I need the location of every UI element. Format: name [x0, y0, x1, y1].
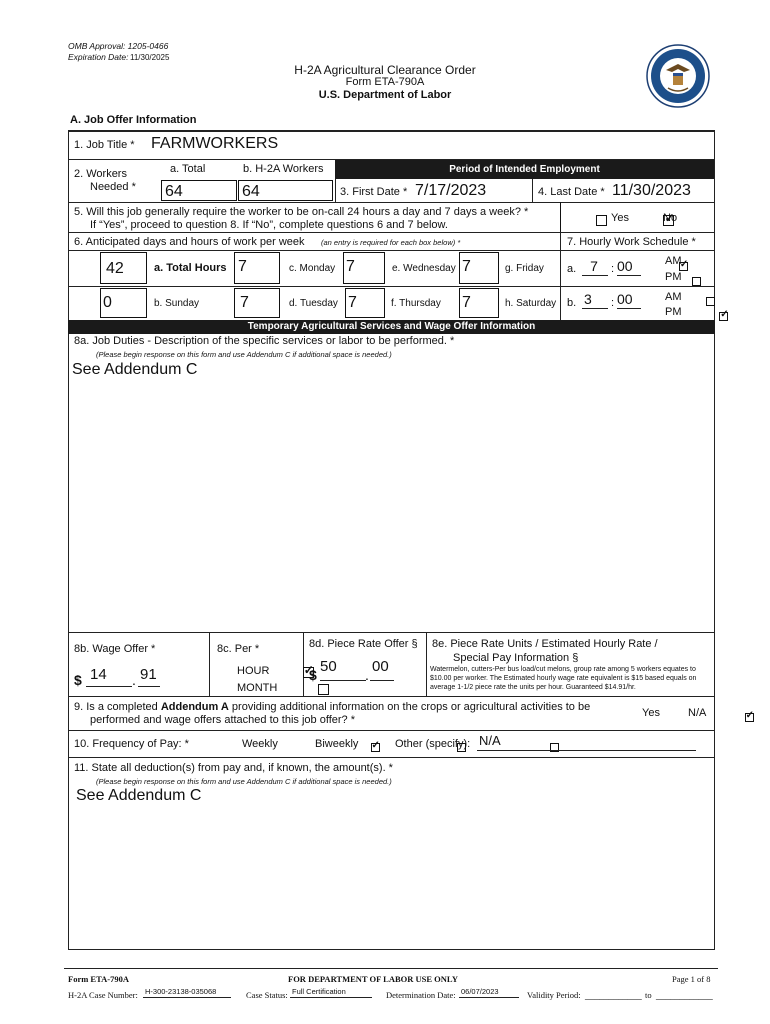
sunday-hours-field[interactable]: 7 [240, 294, 249, 311]
workers-needed-label-1: 2. Workers [74, 168, 127, 180]
monday-field[interactable]: 7 [346, 258, 355, 275]
schedule-a-label: a. [567, 263, 577, 275]
last-date-field[interactable]: 11/30/2023 [612, 182, 691, 199]
per-label: 8c. Per * [217, 643, 260, 655]
validity-to: to [645, 990, 652, 1000]
q8e-text-3[interactable]: average 1-1/2 piece rate the units per hour. Guaranteed $14.91/hr. [430, 684, 636, 691]
wage-dollars-field[interactable]: 14 [90, 666, 107, 683]
case-number-value: H-300-23138-035068 [145, 987, 217, 996]
footer-form: Form ETA-790A [68, 974, 129, 984]
schedule-b-pm-label: PM [665, 306, 682, 318]
monday-label: c. Monday [289, 263, 336, 274]
case-number-label: H-2A Case Number: [68, 990, 138, 1000]
q5-no-label: No [663, 212, 678, 224]
thursday-label: f. Thursday [391, 298, 441, 309]
workers-needed-label-2: Needed * [90, 181, 136, 193]
q5-yes-checkbox[interactable] [596, 215, 607, 226]
schedule-a-pm-label: PM [665, 271, 682, 283]
q8e-label-1: 8e. Piece Rate Units / Estimated Hourly Rate / [432, 638, 658, 650]
sunday-field[interactable]: 0 [103, 294, 112, 311]
tuesday-field[interactable]: 7 [348, 294, 357, 311]
piece-cents-field[interactable]: 00 [372, 658, 389, 675]
form-number: Form ETA-790A [345, 76, 425, 88]
schedule-a-am-label: AM [665, 255, 682, 267]
schedule-b-pm-checkbox[interactable] [719, 312, 728, 321]
expiration-value: 11/30/2025 [130, 53, 170, 62]
friday-label: g. Friday [505, 263, 544, 274]
omb-approval: OMB Approval: 1205-0466 [68, 41, 169, 51]
q9-line1: 9. Is a completed Addendum A providing additional information on the crops or agricultural activities to be [74, 701, 591, 713]
total-workers-label: a. Total [170, 163, 206, 175]
q7-label: 7. Hourly Work Schedule * [567, 236, 696, 248]
per-hour-label: HOUR [237, 665, 270, 677]
schedule-b-minute[interactable]: 00 [617, 291, 633, 307]
wednesday-label: e. Wednesday [392, 263, 456, 274]
other-label: Other (specify): [395, 738, 471, 750]
section-a-title: A. Job Offer Information [70, 114, 197, 126]
last-date-label: 4. Last Date * [538, 186, 605, 198]
total-hours-label: a. Total Hours [154, 262, 227, 274]
total-hours-field[interactable]: 42 [106, 260, 124, 277]
schedule-b-am-checkbox[interactable] [706, 297, 715, 306]
department-name: U.S. Department of Labor [318, 89, 452, 101]
q9-yes-label: Yes [642, 707, 660, 719]
h2a-workers-label: b. H-2A Workers [243, 163, 324, 175]
sunday-label: b. Sunday [154, 298, 200, 309]
q6-note: (an entry is required for each box below) * [321, 238, 461, 247]
weekly-label: Weekly [242, 738, 278, 750]
per-month-checkbox[interactable] [318, 684, 329, 695]
biweekly-label: Biweekly [315, 738, 359, 750]
footer-page: Page 1 of 8 [672, 974, 711, 984]
total-workers-field[interactable]: 64 [161, 180, 237, 201]
schedule-b-hour[interactable]: 3 [584, 291, 592, 307]
q9-yes-checkbox[interactable] [745, 713, 754, 722]
q6-label: 6. Anticipated days and hours of work per week [74, 236, 305, 248]
validity-end: ____________ [656, 990, 713, 1000]
schedule-a-pm-checkbox[interactable] [692, 277, 701, 286]
q8e-label-2: Special Pay Information § [453, 652, 579, 664]
schedule-a-hour[interactable]: 7 [590, 258, 598, 274]
determination-label: Determination Date: [386, 990, 456, 1000]
form-title: H-2A Agricultural Clearance Order [294, 63, 476, 77]
case-status-value: Full Certification [292, 987, 346, 996]
piece-dollar-sign: $ [309, 667, 317, 683]
weekly-checkbox[interactable] [371, 743, 380, 752]
h2a-workers-field[interactable]: 64 [238, 180, 333, 201]
period-header: Period of Intended Employment [335, 160, 714, 179]
q5-line2: If “Yes”, proceed to question 8. If “No”, complete questions 6 and 7 below. [90, 219, 448, 231]
schedule-b-am-label: AM [665, 291, 682, 303]
wage-dollar-sign: $ [74, 672, 82, 688]
q8a-label: 8a. Job Duties - Description of the specific services or labor to be performed. * [74, 335, 455, 347]
validity-label: Validity Period: [527, 990, 581, 1000]
per-month-label: MONTH [237, 682, 278, 694]
q8e-text-2[interactable]: $10.00 per worker. The Estimated hourly wage rate equivalent is $15 based equals on [430, 675, 697, 682]
saturday-label: h. Saturday [505, 298, 557, 309]
job-title-label: 1. Job Title * [74, 139, 135, 151]
first-date-label: 3. First Date * [340, 186, 408, 198]
q5-yes-label: Yes [611, 212, 629, 224]
wage-offer-label: 8b. Wage Offer * [74, 643, 156, 655]
tuesday-label: d. Tuesday [289, 298, 338, 309]
q8a-note: (Please begin response on this form and use Addendum C if additional space is needed.) [96, 350, 392, 359]
q9-line2: performed and wage offers attached to this job offer? * [90, 714, 355, 726]
job-duties-field[interactable]: See Addendum C [72, 361, 198, 378]
pay-frequency-label: 10. Frequency of Pay: * [74, 738, 189, 750]
job-title-field[interactable]: FARMWORKERS [151, 135, 279, 152]
first-date-field[interactable]: 7/17/2023 [415, 182, 487, 199]
piece-dollars-field[interactable]: 50 [320, 658, 337, 675]
deductions-label: 11. State all deduction(s) from pay and, if known, the amount(s). * [74, 762, 393, 774]
q5-line1: 5. Will this job generally require the worker to be on-call 24 hours a day and 7 days a week? * [74, 206, 529, 218]
deductions-note: (Please begin response on this form and use Addendum C if additional space is needed.) [96, 777, 392, 786]
other-specify-field[interactable]: N/A [479, 733, 501, 748]
schedule-b-label: b. [567, 297, 577, 309]
expiration-label: Expiration Date: [68, 52, 129, 62]
wage-cents-field[interactable]: 91 [140, 666, 157, 683]
deductions-field[interactable]: See Addendum C [76, 787, 202, 804]
monday-total-field[interactable]: 7 [238, 258, 247, 275]
q9-na-label: N/A [688, 707, 707, 719]
case-status-label: Case Status: [246, 990, 288, 1000]
thursday-field[interactable]: 7 [462, 294, 471, 311]
determination-value: 06/07/2023 [461, 987, 499, 996]
validity-start: ____________ [585, 990, 642, 1000]
piece-rate-label: 8d. Piece Rate Offer § [309, 638, 418, 650]
dol-seal-icon [646, 44, 710, 108]
footer-dol-use: FOR DEPARTMENT OF LABOR USE ONLY [288, 974, 458, 984]
schedule-a-minute[interactable]: 00 [617, 258, 633, 274]
q8e-text-1[interactable]: Watermelon, cutters-Per bus load/cut melons, group rate among 5 workers equates to [430, 666, 696, 673]
wednesday-field[interactable]: 7 [462, 258, 471, 275]
temp-services-header: Temporary Agricultural Services and Wage Offer Information [68, 320, 715, 334]
